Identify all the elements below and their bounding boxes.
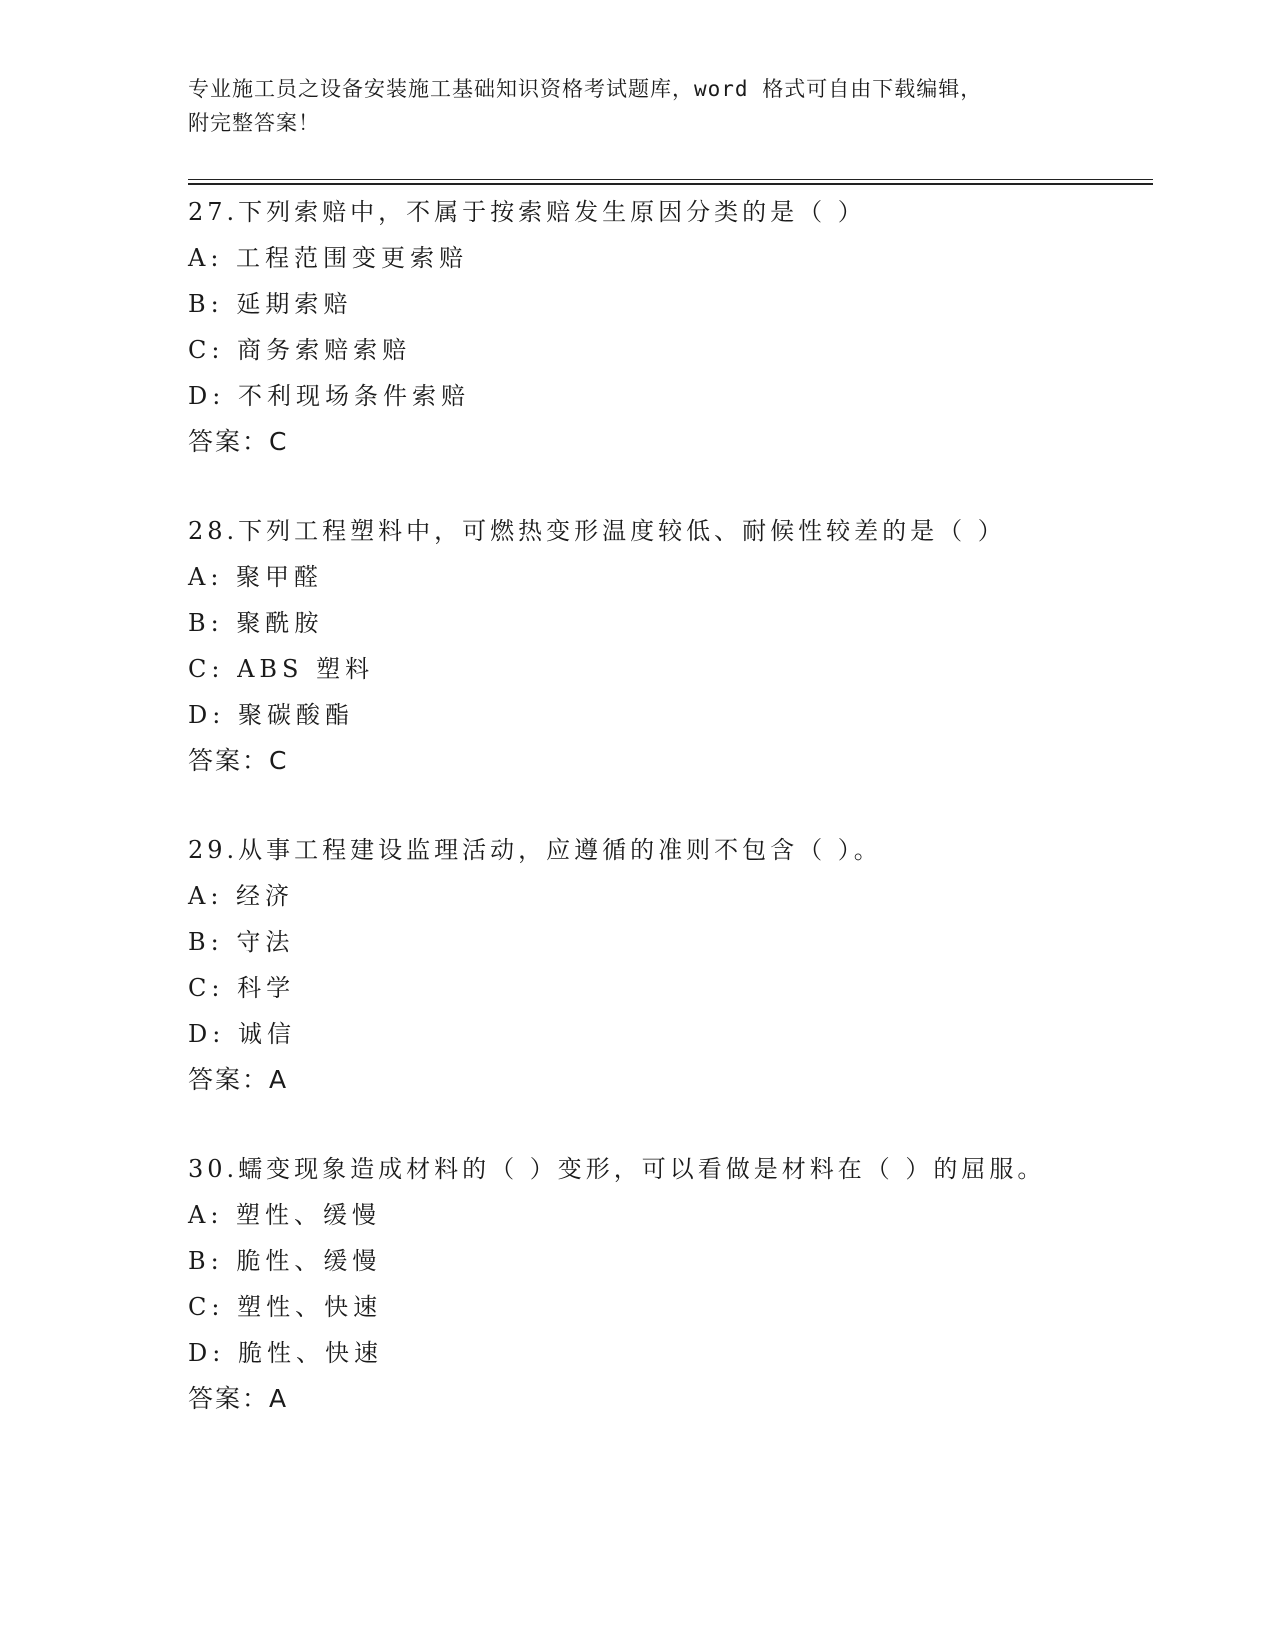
question-28 [188,508,1148,784]
option-c: C: 科学 [188,974,296,1002]
question-title: 30.蠕变现象造成材料的（ ）变形，可以看做是材料在（ ）的屈服。 [188,1155,1046,1183]
header-line-1: 专业施工员之设备安装施工基础知识资格考试题库，word 格式可自由下载编辑， [188,77,983,101]
option-d: D: 聚碳酸酯 [188,701,354,729]
question-title: 29.从事工程建设监理活动，应遵循的准则不包含（ ）。 [188,836,882,864]
header-divider-bottom [188,183,1153,185]
header-divider-top [188,179,1153,180]
option-b: B: 聚酰胺 [188,609,324,637]
option-b: B: 守法 [188,928,295,956]
question-30 [188,1146,1148,1422]
option-c: C: 塑性、快速 [188,1293,383,1321]
option-c: C: ABS 塑料 [188,655,375,683]
header-line-2: 附完整答案！ [188,111,320,135]
answer: 答案：C [188,427,289,456]
option-a: A: 聚甲醛 [188,563,324,591]
option-a: A: 经济 [188,882,295,910]
option-d: D: 脆性、快速 [188,1339,383,1367]
answer: 答案：C [188,746,289,775]
question-title: 28.下列工程塑料中，可燃热变形温度较低、耐候性较差的是（ ） [188,517,1006,545]
option-d: D: 诚信 [188,1020,296,1048]
option-a: A: 工程范围变更索赔 [188,244,469,272]
option-d: D: 不利现场条件索赔 [188,382,470,410]
option-b: B: 延期索赔 [188,290,353,318]
question-title: 27.下列索赔中，不属于按索赔发生原因分类的是（ ） [188,198,866,226]
question-27 [188,189,1148,465]
answer: 答案：A [188,1384,289,1413]
question-29 [188,827,1148,1103]
option-b: B: 脆性、缓慢 [188,1247,382,1275]
option-a: A: 塑性、缓慢 [188,1201,382,1229]
answer: 答案：A [188,1065,289,1094]
option-c: C: 商务索赔索赔 [188,336,412,364]
document-header [188,72,1088,140]
